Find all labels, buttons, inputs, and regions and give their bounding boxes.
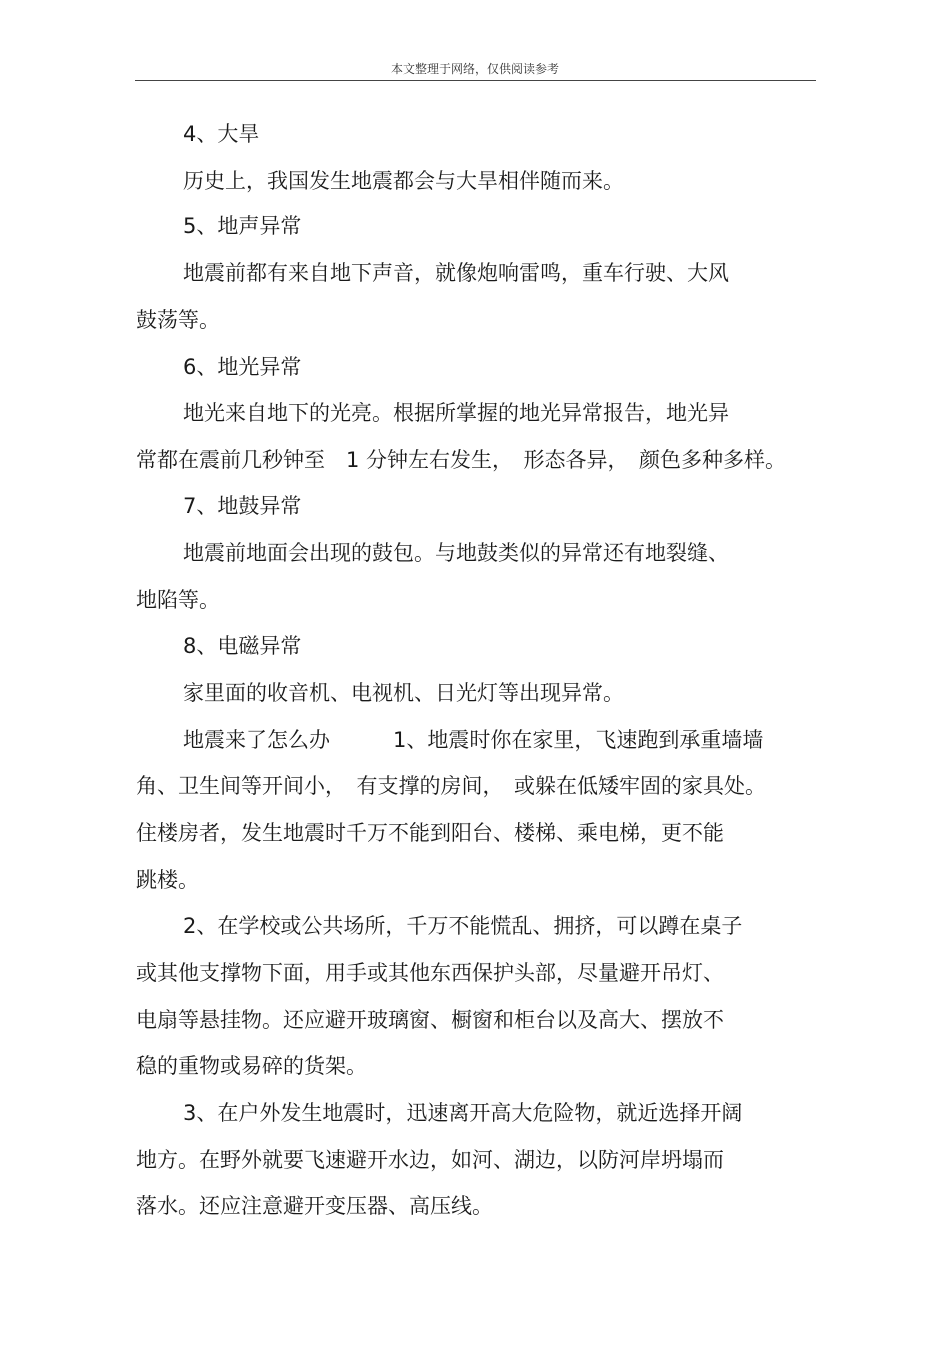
paragraph-line: 稳的重物或易碎的货架。 <box>136 1054 367 1078</box>
section-heading: 5、地声异常 <box>183 214 302 238</box>
paragraph-line: 地震前都有来自地下声音，就像炮响雷鸣，重车行驶、大风 <box>183 261 729 285</box>
paragraph-line: 家里面的收音机、电视机、日光灯等出现异常。 <box>183 681 624 705</box>
page-header: 本文整理于网络，仅供阅读参考 <box>390 62 559 76</box>
paragraph-line: 落水。还应注意避开变压器、高压线。 <box>136 1194 493 1218</box>
paragraph-line: 常都在震前几秒钟至 1 分钟左右发生， 形态各异， 颜色多种多样。 <box>136 448 787 472</box>
paragraph-line: 或其他支撑物下面，用手或其他东西保护头部，尽量避开吊灯、 <box>136 961 724 985</box>
paragraph-line: 地震来了怎么办 1、地震时你在家里，飞速跑到承重墙墙 <box>183 728 764 752</box>
paragraph-line: 地光来自地下的光亮。根据所掌握的地光异常报告，地光异 <box>183 401 729 425</box>
paragraph-line: 跳楼。 <box>136 868 199 892</box>
section-heading: 4、大旱 <box>183 122 260 146</box>
section-heading: 6、地光异常 <box>183 355 302 379</box>
paragraph-line: 地陷等。 <box>136 588 220 612</box>
paragraph-line: 住楼房者，发生地震时千万不能到阳台、楼梯、乘电梯，更不能 <box>136 821 724 845</box>
paragraph-line: 历史上，我国发生地震都会与大旱相伴随而来。 <box>183 169 624 193</box>
section-heading: 7、地鼓异常 <box>183 494 302 518</box>
paragraph-line: 鼓荡等。 <box>136 308 220 332</box>
paragraph-line: 地震前地面会出现的鼓包。与地鼓类似的异常还有地裂缝、 <box>183 541 729 565</box>
paragraph-line: 3、在户外发生地震时，迅速离开高大危险物，就近选择开阔 <box>183 1101 743 1125</box>
paragraph-line: 地方。在野外就要飞速避开水边，如河、湖边，以防河岸坍塌而 <box>136 1148 724 1172</box>
paragraph-line: 电扇等悬挂物。还应避开玻璃窗、橱窗和柜台以及高大、摆放不 <box>136 1008 724 1032</box>
section-heading: 8、电磁异常 <box>183 634 302 658</box>
header-divider <box>135 80 816 81</box>
paragraph-line: 2、在学校或公共场所，千万不能慌乱、拥挤，可以蹲在桌子 <box>183 914 743 938</box>
paragraph-line: 角、卫生间等开间小， 有支撑的房间， 或躲在低矮牢固的家具处。 <box>136 774 766 798</box>
